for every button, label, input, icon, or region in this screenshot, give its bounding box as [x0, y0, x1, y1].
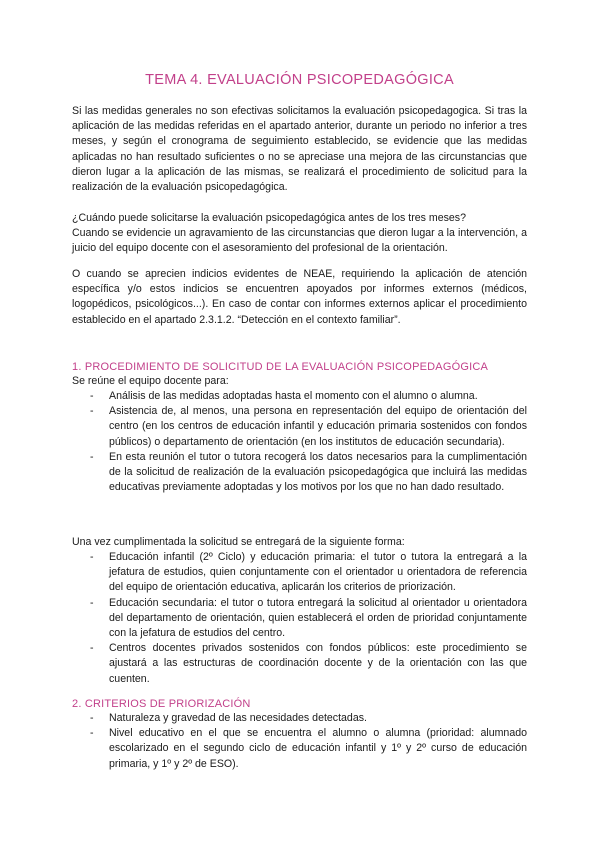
intro-paragraph: Si las medidas generales no son efectivas solicitamos la evaluación psicopedagogica. Si tras la aplicación de las medidas referidas en el apartado anterior, durante un periodo no inferior a tres meses, y según el cronograma de seguimiento establecido, se evidencie que las medidas aplicadas no han resultado suficientes o no se apreciase una mejora de las circunstancias que dieron lugar a la aplicación de las mismas, se realizará el procedimiento de solicitud para la realización de la evaluación psicopedagógica. — [72, 105, 527, 194]
section-1-lead-2: Una vez cumplimentada la solicitud se entregará de la siguiente forma: — [72, 536, 405, 548]
list-item: - Naturaleza y gravedad de las necesidades detectadas. — [90, 711, 527, 726]
list-item: - Asistencia de, al menos, una persona en representación del equipo de orientación del centro (en los centros de educación infantil y educación primaria sostenidos con fondos públicos) o departamento de orientación (en los institutos de educación secundaria). — [90, 404, 527, 450]
list-item: - Análisis de las medidas adoptadas hasta el momento con el alumno o alumna. — [90, 389, 527, 404]
list-item: - Centros docentes privados sostenidos con fondos públicos: este procedimiento se ajustará a las estructuras de coordinación docente y de la orientación con las que cuenten. — [90, 641, 527, 687]
section-1-lead: Se reúne el equipo docente para: — [72, 375, 229, 387]
list-item: - Educación secundaria: el tutor o tutora entregará la solicitud al orientador u orientadora del departamento de orientación, quien establecerá el orden de prioridad conjuntamente con la jefatura de estudios del centro. — [90, 596, 527, 642]
section-1-list — [90, 389, 527, 495]
list-item: - Educación infantil (2º Ciclo) y educación primaria: el tutor o tutora la entregará a la jefatura de estudios, quien conjuntamente con el orientador u orientadora de referencia del equipo de orientación educativa, aplicarán los criterios de priorización. — [90, 550, 527, 596]
section-1-heading: 1. PROCEDIMIENTO DE SOLICITUD DE LA EVALUACIÓN PSICOPEDAGÓGICA — [72, 361, 489, 373]
section-2-heading: 2. CRITERIOS DE PRIORIZACIÓN — [72, 698, 251, 710]
question-line: ¿Cuándo puede solicitarse la evaluación psicopedagógica antes de los tres meses? — [72, 212, 466, 224]
section-1-list-2 — [90, 550, 527, 687]
list-item: - Nivel educativo en el que se encuentra el alumno o alumna (prioridad: alumnado escolarizado en el segundo ciclo de educación infantil y 1º y 2º curso de educación primaria, y 1º y 2º de ESO). — [90, 726, 527, 772]
page-title: TEMA 4. EVALUACIÓN PSICOPEDAGÓGICA — [145, 72, 454, 88]
answer-paragraph-2: O cuando se aprecien indicios evidentes de NEAE, requiriendo la aplicación de atención específica y/o estos indicios se encuentren apoyados por informes externos (médicos, logopédicos, psicológicos...). En caso de contar con informes externos aplicar el procedimiento establecido en el apartado 2.3.1.2. “Detección en el contexto familiar”. — [72, 268, 527, 326]
answer-paragraph-1: Cuando se evidencie un agravamiento de las circunstancias que dieron lugar a la intervención, a juicio del equipo docente con el asesoramiento del profesional de la orientación. — [72, 227, 527, 255]
list-item: - En esta reunión el tutor o tutora recogerá los datos necesarios para la cumplimentación de la solicitud de realización de la evaluación psicopedagógica que incluirá las medidas educativas previamente adoptadas y los motivos por los que no han dado resultado. — [90, 450, 527, 496]
section-2-list — [90, 711, 527, 772]
